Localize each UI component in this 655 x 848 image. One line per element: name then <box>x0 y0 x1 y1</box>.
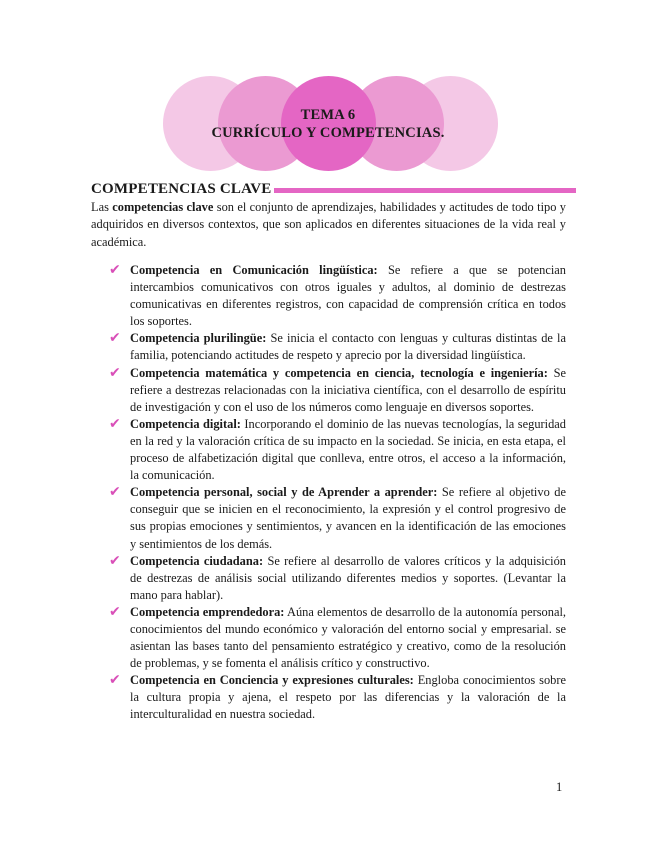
title-line-2: CURRÍCULO Y COMPETENCIAS. <box>211 125 445 141</box>
competencia-name: Competencia en Comunicación lingüística: <box>130 263 378 277</box>
checkmark-icon: ✔ <box>109 364 121 381</box>
competencia-text: Incorporando el dominio de las nuevas tecnologías, la seguridad en la red y la valoración crítica de su impacto en la sociedad. Se inicia, en esta etapa, el proceso de alfabetización digital que conlleva, entre otros, el acceso a la información, la comunicación. <box>130 416 566 483</box>
competencias-list <box>91 262 566 724</box>
competencia-name: Competencia matemática y competencia en ciencia, tecnología e ingeniería: <box>130 365 548 380</box>
competencia-text: Se inicia el contacto con lenguas y culturas distintas de la familia, potenciando actitudes de respeto y aprecio por la diversidad lingüística. <box>130 331 566 363</box>
competencia-name: Competencia ciudadana: <box>130 553 264 568</box>
section-heading <box>91 178 576 200</box>
list-item <box>91 330 566 364</box>
intro-bold-term: competencias clave <box>112 200 214 214</box>
list-item <box>91 604 566 672</box>
competencia-text: Se refiere a que se potencian intercambios comunicativos con otros iguales y adultos, al dominio de destrezas comunicativas en diferentes registros, con capacidad de comprensión crítica en todos los soportes. <box>130 263 566 329</box>
competencia-name: Competencia plurilingüe: <box>130 331 267 346</box>
competencia-text: Aúna elementos de desarrollo de la autonomía personal, conocimientos del mundo económico y valoración del entorno social y empresarial. se asientan las bases tanto del pensamiento estratégico y creativo, como de la resolución de problemas, y se fomenta el análisis crítico y constructivo. <box>130 604 566 671</box>
checkmark-icon: ✔ <box>109 330 121 347</box>
list-item <box>91 553 566 604</box>
competencia-text: Se refiere al desarrollo de valores críticos y la adquisición de destrezas de análisis social utilizando diferentes medios y soportes. (Levantar la mano para hablar). <box>130 553 567 602</box>
list-item <box>91 365 566 416</box>
competencia-text: Se refiere a destrezas relacionadas con la iniciativa científica, con el desarrollo de espíritu de investigación y con el uso de los números como lenguaje en diversos soportes. <box>130 365 566 414</box>
competencia-name: Competencia digital: <box>130 416 241 431</box>
list-item <box>91 484 566 552</box>
list-item <box>91 262 566 330</box>
checkmark-icon: ✔ <box>109 672 121 689</box>
checkmark-icon: ✔ <box>109 262 121 278</box>
section-heading-label: COMPETENCIAS CLAVE <box>91 180 272 197</box>
list-item <box>91 672 566 723</box>
competencia-text: Se refiere al objetivo de conseguir que se inicien en el reconocimiento, la expresión y el control progresivo de sus propias emociones y sentimientos, y avancen en la identificación de las emociones y sentimientos de los demás. <box>130 485 566 551</box>
checkmark-icon: ✔ <box>109 415 121 432</box>
competencia-name: Competencia emprendedora: <box>130 604 285 619</box>
page-number: 1 <box>556 780 563 794</box>
competencia-text: Engloba conocimientos sobre la cultura propia y ajena, el respeto por las diferencias y la valoración de la interculturalidad en nuestra sociedad. <box>130 673 566 722</box>
competencia-name: Competencia personal, social y de Aprender a aprender: <box>130 485 438 500</box>
intro-paragraph <box>91 199 566 251</box>
title-line-1: TEMA 6 <box>300 107 356 123</box>
heading-rule <box>274 188 576 193</box>
checkmark-icon: ✔ <box>109 603 121 620</box>
list-item <box>91 416 566 484</box>
competencia-name: Competencia en Conciencia y expresiones culturales: <box>130 673 414 688</box>
checkmark-icon: ✔ <box>109 484 121 501</box>
checkmark-icon: ✔ <box>109 552 121 569</box>
intro-prefix: Las <box>91 200 113 214</box>
page-title <box>163 106 493 142</box>
intro-rest: son el conjunto de aprendizajes, habilidades y actitudes de todo tipo y adquiridos en diversos contextos, que son aplicados en diferentes situaciones de la vida real y académica. <box>91 200 566 249</box>
